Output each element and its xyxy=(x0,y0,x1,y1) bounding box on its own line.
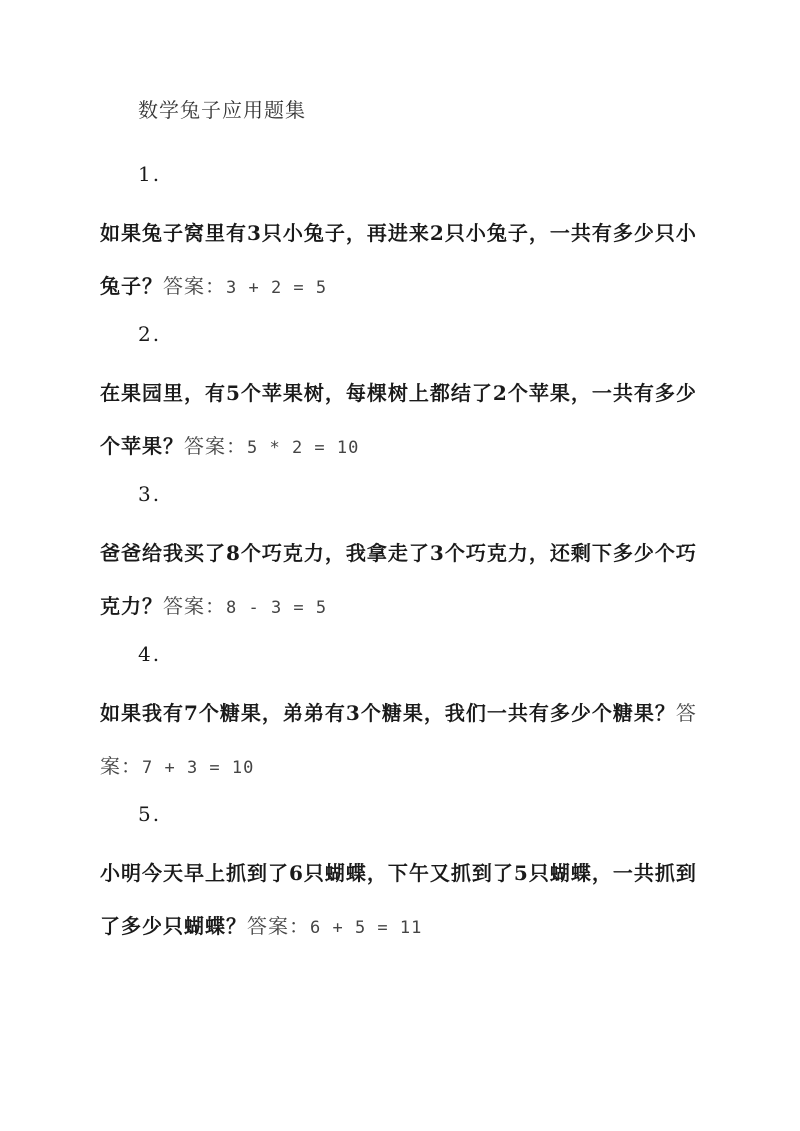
question-text xyxy=(100,687,700,795)
question-body: 在果园里，有5个苹果树，每棵树上都结了2个苹果，一共有多少个苹果？ xyxy=(100,381,697,458)
question-body: 小明今天早上抓到了6只蝴蝶，下午又抓到了5只蝴蝶，一共抓到了多少只蝴蝶？ xyxy=(100,861,697,938)
answer-label: 答案： xyxy=(100,701,697,778)
question-number: 4. xyxy=(138,642,162,666)
question-text xyxy=(100,847,700,955)
document-title: 数学兔子应用题集 xyxy=(138,98,306,122)
answer-label: 答案： xyxy=(184,434,247,458)
question-body: 如果兔子窝里有3只小兔子，再进来2只小兔子，一共有多少只小兔子？ xyxy=(100,221,697,298)
answer-expression: 7 + 3 = 10 xyxy=(142,758,255,778)
question-text xyxy=(100,367,700,475)
answer-label: 答案： xyxy=(163,274,226,298)
question-number: 3. xyxy=(138,482,162,506)
answer-expression: 5 * 2 = 10 xyxy=(247,438,360,458)
question-body: 爸爸给我买了8个巧克力，我拿走了3个巧克力，还剩下多少个巧克力？ xyxy=(100,541,697,618)
answer-label: 答案： xyxy=(163,594,226,618)
answer-expression: 3 + 2 = 5 xyxy=(226,278,328,298)
question-number: 5. xyxy=(138,802,162,826)
question-number: 2. xyxy=(138,322,162,346)
question-text xyxy=(100,207,700,315)
question-body: 如果我有7个糖果，弟弟有3个糖果，我们一共有多少个糖果？ xyxy=(100,701,676,725)
answer-label: 答案： xyxy=(247,914,310,938)
answer-expression: 6 + 5 = 11 xyxy=(310,918,423,938)
question-number: 1. xyxy=(138,162,162,186)
answer-expression: 8 - 3 = 5 xyxy=(226,598,328,618)
question-text xyxy=(100,527,700,635)
